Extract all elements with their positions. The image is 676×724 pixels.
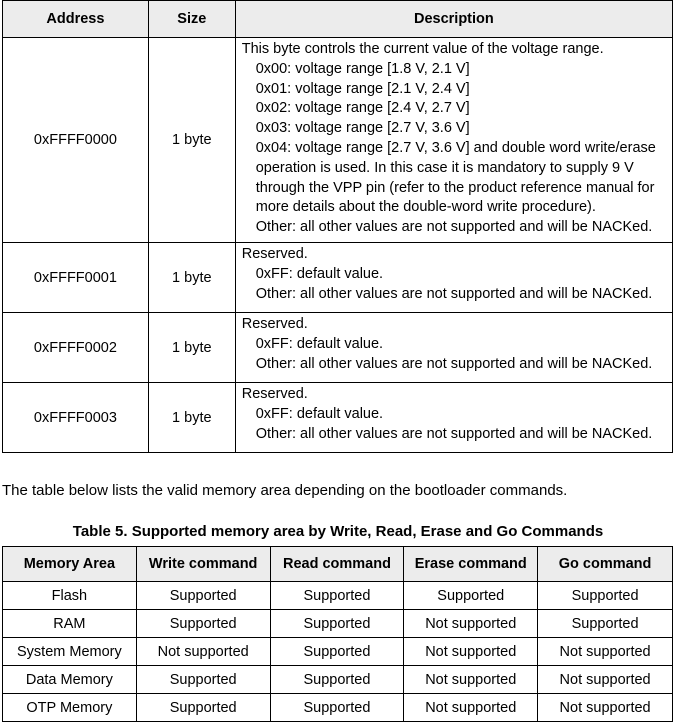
- read-command-cell: Supported: [270, 610, 404, 638]
- description-cell: [235, 383, 672, 453]
- memory-table-header: [3, 547, 673, 582]
- header-erase-command: Erase command: [404, 547, 538, 582]
- erase-command-cell: Supported: [404, 582, 538, 610]
- go-command-cell: Not supported: [538, 666, 673, 694]
- table-row: [3, 38, 673, 243]
- description-line: 0x01: voltage range [2.1 V, 2.4 V]: [255, 80, 470, 97]
- address-cell: 0xFFFF0001: [3, 243, 149, 313]
- header-size: Size: [148, 1, 235, 38]
- go-command-cell: Not supported: [538, 638, 673, 666]
- memory-area-table: [2, 546, 673, 722]
- table-row: [3, 694, 673, 722]
- read-command-cell: Supported: [270, 666, 404, 694]
- header-go-command: Go command: [538, 547, 673, 582]
- description-line: Other: all other values are not supported and will be NACKed.: [255, 355, 653, 372]
- read-command-cell: Supported: [270, 582, 404, 610]
- description-line: 0x02: voltage range [2.4 V, 2.7 V]: [255, 100, 470, 117]
- size-cell: 1 byte: [148, 38, 235, 243]
- address-cell: 0xFFFF0002: [3, 313, 149, 383]
- description-cell: [235, 38, 672, 243]
- erase-command-cell: Not supported: [404, 610, 538, 638]
- erase-command-cell: Not supported: [404, 694, 538, 722]
- description-line: Reserved.: [241, 246, 308, 262]
- description-line: 0x03: voltage range [2.7 V, 3.6 V]: [255, 120, 470, 137]
- header-memory-area: Memory Area: [3, 547, 137, 582]
- table-row: [3, 313, 673, 383]
- memory-area-cell: Data Memory: [3, 666, 137, 694]
- go-command-cell: Not supported: [538, 694, 673, 722]
- table-caption: Table 5. Supported memory area by Write, Read, Erase and Go Commands: [72, 523, 604, 540]
- table-row: [3, 638, 673, 666]
- register-table-header: [3, 1, 673, 38]
- description-line: Reserved.: [241, 316, 308, 332]
- description-line: 0xFF: default value.: [255, 405, 384, 422]
- header-write-command: Write command: [136, 547, 270, 582]
- description-line: 0x04: voltage range [2.7 V, 3.6 V] and double word write/erase operation is used. In this case it is mandatory to supply 9 V through the VPP pin (refer to the product reference manual for more details about the double-word write procedure).: [255, 139, 656, 216]
- header-read-command: Read command: [270, 547, 404, 582]
- erase-command-cell: Not supported: [404, 666, 538, 694]
- go-command-cell: Supported: [538, 610, 673, 638]
- write-command-cell: Not supported: [136, 638, 270, 666]
- description-line: Reserved.: [241, 386, 308, 402]
- description-line: Other: all other values are not supported and will be NACKed.: [255, 285, 653, 302]
- table-row: [3, 666, 673, 694]
- description-cell: [235, 313, 672, 383]
- write-command-cell: Supported: [136, 694, 270, 722]
- description-line: Other: all other values are not supported and will be NACKed.: [255, 219, 653, 236]
- address-cell: 0xFFFF0003: [3, 383, 149, 453]
- size-cell: 1 byte: [148, 243, 235, 313]
- size-cell: 1 byte: [148, 313, 235, 383]
- address-cell: 0xFFFF0000: [3, 38, 149, 243]
- header-description: Description: [235, 1, 672, 38]
- memory-table-body: [3, 582, 673, 722]
- description-line: 0xFF: default value.: [255, 335, 384, 352]
- register-table: [2, 0, 673, 453]
- intro-paragraph: The table below lists the valid memory area depending on the bootloader commands.: [2, 482, 568, 499]
- description-cell: [235, 243, 672, 313]
- table-row: [3, 243, 673, 313]
- write-command-cell: Supported: [136, 582, 270, 610]
- go-command-cell: Supported: [538, 582, 673, 610]
- register-table-body: [3, 38, 673, 453]
- description-line: 0x00: voltage range [1.8 V, 2.1 V]: [255, 60, 470, 77]
- description-line: Other: all other values are not supported and will be NACKed.: [255, 425, 653, 442]
- header-address: Address: [3, 1, 149, 38]
- write-command-cell: Supported: [136, 610, 270, 638]
- table-row: [3, 383, 673, 453]
- table-row: [3, 610, 673, 638]
- memory-area-cell: RAM: [3, 610, 137, 638]
- description-line: This byte controls the current value of the voltage range.: [241, 41, 604, 57]
- write-command-cell: Supported: [136, 666, 270, 694]
- memory-area-cell: System Memory: [3, 638, 137, 666]
- memory-area-cell: Flash: [3, 582, 137, 610]
- table-row: [3, 582, 673, 610]
- read-command-cell: Supported: [270, 694, 404, 722]
- memory-area-cell: OTP Memory: [3, 694, 137, 722]
- erase-command-cell: Not supported: [404, 638, 538, 666]
- size-cell: 1 byte: [148, 383, 235, 453]
- read-command-cell: Supported: [270, 638, 404, 666]
- description-line: 0xFF: default value.: [255, 265, 384, 282]
